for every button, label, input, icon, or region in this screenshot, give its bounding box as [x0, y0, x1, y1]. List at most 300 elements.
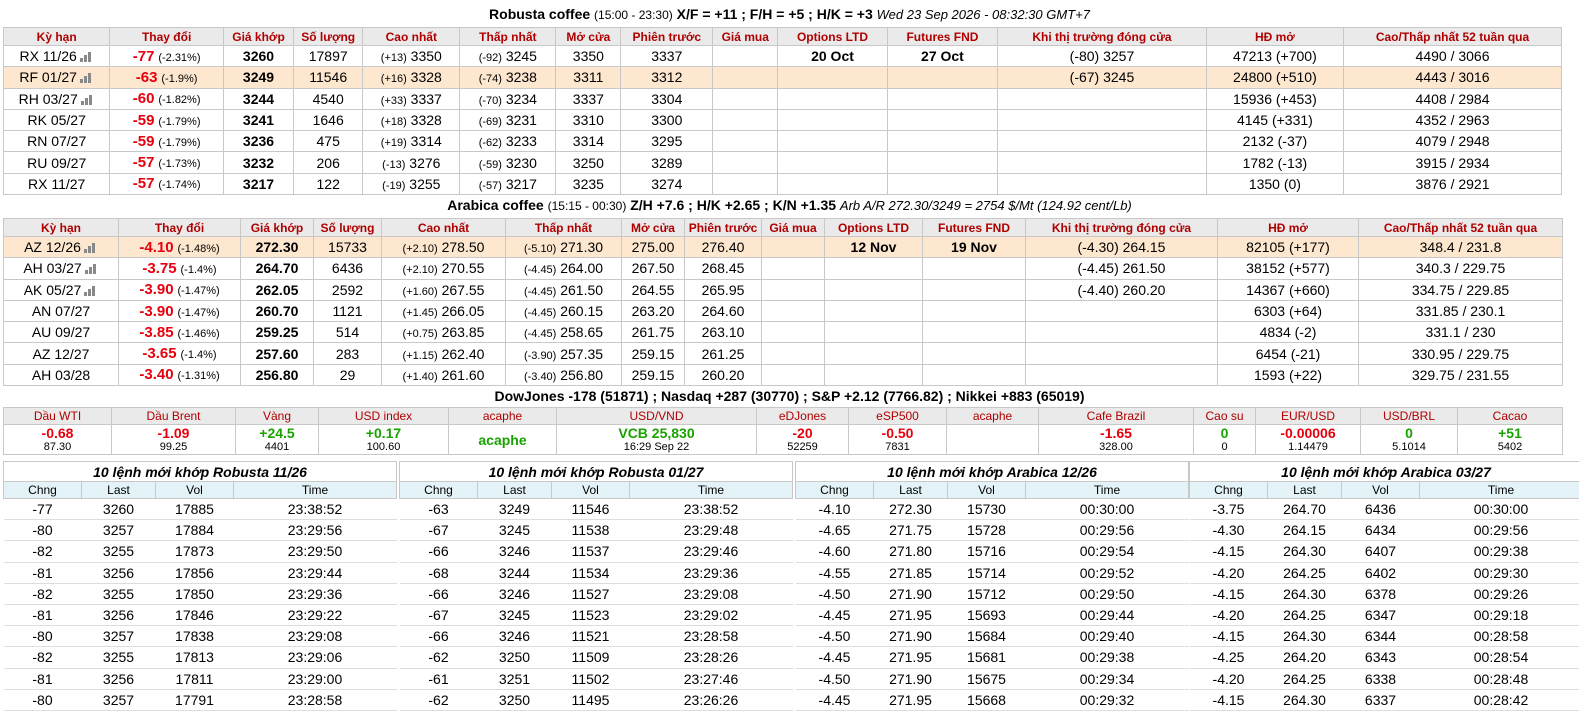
trade-last: 3256: [82, 668, 156, 689]
contract-row[interactable]: [4, 46, 1562, 67]
column-header: Thấp nhất: [460, 28, 556, 46]
market-cell[interactable]: [757, 425, 849, 455]
week52-range: 3915 / 2934: [1344, 152, 1562, 173]
high-cell: [363, 109, 460, 130]
open-price: 3350: [556, 46, 621, 67]
high-cell: [382, 364, 506, 385]
market-header: USD index: [319, 408, 449, 425]
trade-time: 00:29:38: [1026, 647, 1189, 668]
last-price: [241, 322, 314, 343]
trade-volume: 11546: [552, 499, 630, 520]
contract-row[interactable]: [4, 237, 1563, 258]
last-value: 262.05: [255, 281, 299, 298]
change-value: -3.90: [139, 302, 174, 320]
trade-row: [796, 689, 1189, 710]
low-delta: (-70): [478, 94, 502, 107]
trade-row: [400, 520, 793, 541]
trade-last: 3245: [478, 604, 552, 625]
low-value: 3230: [505, 154, 537, 171]
trade-change: -4.25: [1190, 647, 1268, 668]
futures-fnd: [923, 279, 1026, 300]
change-value: -3.40: [139, 366, 174, 384]
chart-icon[interactable]: [80, 72, 94, 83]
trade-time: 00:29:44: [1026, 604, 1189, 625]
column-header: Phiên trước: [621, 28, 713, 46]
change-cell: [110, 173, 224, 194]
high-cell: [363, 152, 460, 173]
low-cell: [460, 88, 556, 109]
trade-last: 272.30: [874, 499, 948, 520]
low-delta: (-69): [478, 116, 502, 129]
options-ltd: [778, 88, 887, 109]
column-header: Thay đổi: [110, 28, 224, 46]
futures-fnd: [923, 364, 1026, 385]
high-value: 3350: [410, 48, 442, 65]
trade-row: [400, 583, 793, 604]
contract-term[interactable]: [4, 300, 119, 321]
column-header: Futures FND: [923, 219, 1026, 237]
change-cell: [119, 322, 241, 343]
change-cell: [119, 279, 241, 300]
change-cell: [119, 300, 241, 321]
term-label[interactable]: AU 09/27: [31, 324, 91, 341]
last-value: 264.70: [255, 260, 299, 277]
futures-fnd-date: 19 Nov: [951, 239, 997, 256]
trade-row: [4, 520, 397, 541]
contract-row[interactable]: [4, 109, 1562, 130]
market-header: Cao su: [1194, 408, 1256, 425]
trade-volume: 17884: [156, 520, 234, 541]
trade-volume: 11537: [552, 541, 630, 562]
market-change: VCB 25,830: [618, 424, 695, 441]
term-label[interactable]: RF 01/27: [19, 69, 77, 86]
trade-last: 264.30: [1268, 541, 1342, 562]
trades-col-header: Vol: [1342, 482, 1420, 499]
trade-volume: 17813: [156, 647, 234, 668]
trade-last: 3246: [478, 541, 552, 562]
contract-term[interactable]: [4, 364, 119, 385]
market-header: Dầu Brent: [112, 408, 236, 425]
contract-term[interactable]: [4, 88, 110, 109]
high-cell: [363, 67, 460, 88]
arabica-futures-table: [3, 218, 1563, 386]
trades-table: [795, 461, 1189, 711]
low-value: 260.15: [560, 303, 604, 320]
term-label[interactable]: RH 03/27: [18, 90, 78, 107]
low-cell: [506, 300, 622, 321]
trade-last: 3260: [82, 499, 156, 520]
futures-fnd: [887, 131, 997, 152]
open-interest: 38152 (+577): [1218, 258, 1359, 279]
chart-icon[interactable]: [81, 94, 95, 105]
trades-col-header: Chng: [4, 482, 82, 499]
contract-term[interactable]: [4, 46, 110, 67]
options-ltd: [825, 322, 923, 343]
market-cell[interactable]: [1256, 425, 1361, 455]
volume: 514: [314, 322, 382, 343]
week52-range: 4079 / 2948: [1344, 131, 1562, 152]
bid-price: [713, 67, 778, 88]
high-delta: (+1.15): [402, 349, 438, 362]
trades-col-header: Chng: [1190, 482, 1268, 499]
market-cell[interactable]: [1458, 425, 1563, 455]
robusta-spreads: X/F = +11 ; F/H = +5 ; H/K = +3: [676, 6, 873, 22]
trade-volume: 15728: [948, 520, 1026, 541]
trade-volume: 6347: [1342, 604, 1420, 625]
trade-last: 3250: [478, 647, 552, 668]
bid-price: [762, 343, 825, 364]
trades-col-header: Last: [874, 482, 948, 499]
contract-row[interactable]: [4, 300, 1563, 321]
change-pct: (-2.31%): [158, 51, 201, 64]
trade-row: [1190, 499, 1579, 520]
change-value: -60: [132, 90, 155, 108]
trade-row: [1190, 520, 1579, 541]
trades-col-header: Chng: [796, 482, 874, 499]
change-value: -4.10: [139, 238, 174, 256]
trade-change: -80: [4, 520, 82, 541]
term-label[interactable]: RK 05/27: [27, 112, 86, 129]
trade-row: [1190, 689, 1579, 710]
close-value: [998, 109, 1207, 130]
contract-row[interactable]: [4, 131, 1562, 152]
trade-volume: 17850: [156, 583, 234, 604]
trade-time: 00:28:54: [1420, 647, 1579, 668]
bid-price: [762, 279, 825, 300]
trade-volume: 15730: [948, 499, 1026, 520]
week52-range: 330.95 / 229.75: [1359, 343, 1563, 364]
bid-price: [713, 88, 778, 109]
trade-last: 3244: [478, 562, 552, 583]
term-label[interactable]: RX 11/27: [28, 175, 86, 192]
trade-volume: 15693: [948, 604, 1026, 625]
low-value: 3231: [505, 112, 537, 129]
contract-row[interactable]: [4, 258, 1563, 279]
trade-volume: 15712: [948, 583, 1026, 604]
trade-last: 3251: [478, 668, 552, 689]
trade-time: 23:29:08: [630, 583, 793, 604]
low-delta: (-57): [478, 179, 502, 192]
contract-row[interactable]: [4, 364, 1563, 385]
trades-col-header: Chng: [400, 482, 478, 499]
chart-icon[interactable]: [80, 51, 94, 62]
options-ltd: [778, 109, 887, 130]
column-header: Khi thị trường đóng cửa: [1026, 219, 1218, 237]
column-header: Thấp nhất: [506, 219, 622, 237]
trade-last: 3255: [82, 541, 156, 562]
contract-row[interactable]: [4, 343, 1563, 364]
trade-time: 23:29:46: [630, 541, 793, 562]
contract-term[interactable]: [4, 258, 119, 279]
contract-term[interactable]: [4, 237, 119, 258]
open-price: 275.00: [622, 237, 685, 258]
market-header: USD/VND: [557, 408, 757, 425]
low-delta: (-4.45): [523, 285, 557, 298]
bid-price: [713, 46, 778, 67]
high-delta: (+1.40): [402, 370, 438, 383]
trade-last: 3246: [478, 626, 552, 647]
high-cell: [382, 237, 506, 258]
low-cell: [460, 46, 556, 67]
trade-last: 3245: [478, 520, 552, 541]
trade-volume: 15716: [948, 541, 1026, 562]
trade-row: [796, 604, 1189, 625]
low-value: 3234: [505, 90, 537, 107]
change-pct: (-1.48%): [177, 242, 220, 255]
low-cell: [506, 322, 622, 343]
options-ltd-date: 20 Oct: [811, 48, 854, 65]
market-cell[interactable]: [449, 425, 557, 455]
bid-price: [713, 173, 778, 194]
arabica-title-bar: [0, 196, 1579, 215]
options-ltd: [825, 279, 923, 300]
previous-price: 263.10: [685, 322, 762, 343]
robusta-title: Robusta coffee: [489, 6, 591, 22]
contract-row[interactable]: [4, 279, 1563, 300]
trade-time: 23:28:58: [234, 689, 397, 710]
trade-last: 264.25: [1268, 562, 1342, 583]
term-label[interactable]: RN 07/27: [27, 133, 87, 150]
trade-time: 23:29:44: [234, 562, 397, 583]
trade-time: 23:29:36: [234, 583, 397, 604]
options-ltd-date: 12 Nov: [850, 239, 897, 256]
market-cell[interactable]: [4, 425, 112, 455]
volume: 4540: [294, 88, 363, 109]
open-price: 263.20: [622, 300, 685, 321]
contract-row[interactable]: [4, 88, 1562, 109]
column-header: Mở cửa: [622, 219, 685, 237]
arabica-arb: Arb A/R 272.30/3249 = 2754 $/Mt (124.92 cent/Lb): [839, 198, 1132, 213]
term-label[interactable]: AH 03/27: [23, 260, 82, 277]
close-value: (-80) 3257: [998, 46, 1207, 67]
trade-change: -66: [400, 541, 478, 562]
last-price: [241, 258, 314, 279]
last-price: [223, 109, 293, 130]
contract-term[interactable]: [4, 109, 110, 130]
contract-term[interactable]: [4, 152, 110, 173]
market-cell[interactable]: [1194, 425, 1256, 455]
low-value: 3217: [505, 175, 537, 192]
close-value: [1026, 343, 1218, 364]
market-header: Vàng: [236, 408, 319, 425]
trade-last: 264.30: [1268, 583, 1342, 604]
contract-term[interactable]: [4, 343, 119, 364]
market-change: -0.50: [881, 424, 914, 441]
previous-price: 3304: [621, 88, 713, 109]
contract-term[interactable]: [4, 279, 119, 300]
market-cell[interactable]: [947, 425, 1039, 455]
trade-change: -82: [4, 541, 82, 562]
market-cell[interactable]: [557, 425, 757, 455]
column-header: Options LTD: [825, 219, 923, 237]
close-value: [998, 131, 1207, 152]
market-price: 99.25: [159, 440, 188, 453]
robusta-hours: (15:00 - 23:30): [594, 8, 673, 22]
change-pct: (-1.47%): [177, 285, 220, 298]
volume: 475: [294, 131, 363, 152]
trade-change: -4.50: [796, 583, 874, 604]
trades-col-header: Last: [478, 482, 552, 499]
contract-term[interactable]: [4, 322, 119, 343]
market-change: +51: [1498, 424, 1522, 441]
market-cell[interactable]: [1039, 425, 1194, 455]
low-delta: (-3.40): [523, 370, 557, 383]
open-interest: 14367 (+660): [1218, 279, 1359, 300]
volume: 15733: [314, 237, 382, 258]
trade-change: -62: [400, 647, 478, 668]
open-interest: 6303 (+64): [1218, 300, 1359, 321]
chart-icon[interactable]: [85, 263, 99, 274]
futures-fnd: [923, 237, 1026, 258]
market-price: 7831: [885, 440, 910, 453]
contract-term[interactable]: [4, 67, 110, 88]
term-label[interactable]: RX 11/26: [19, 48, 77, 65]
volume: 17897: [294, 46, 363, 67]
high-value: 261.60: [441, 366, 485, 383]
high-value: 3328: [410, 112, 442, 129]
trade-time: 00:29:34: [1026, 668, 1189, 689]
trades-table: [1189, 461, 1579, 711]
market-header: eDJones: [757, 408, 849, 425]
volume: 1646: [294, 109, 363, 130]
low-cell: [506, 364, 622, 385]
contract-term[interactable]: [4, 173, 110, 194]
trade-change: -4.60: [796, 541, 874, 562]
trade-change: -77: [4, 499, 82, 520]
trade-volume: 11502: [552, 668, 630, 689]
high-cell: [363, 88, 460, 109]
futures-fnd: [887, 109, 997, 130]
trade-change: -67: [400, 604, 478, 625]
trade-last: 3255: [82, 647, 156, 668]
trade-last: 264.25: [1268, 604, 1342, 625]
trade-time: 00:29:54: [1026, 541, 1189, 562]
trade-time: 00:29:26: [1420, 583, 1579, 604]
previous-price: 276.40: [685, 237, 762, 258]
column-header: HĐ mở: [1206, 28, 1343, 46]
contract-row[interactable]: [4, 67, 1562, 88]
chart-icon[interactable]: [84, 285, 98, 296]
low-cell: [460, 152, 556, 173]
market-price: 328.00: [1099, 440, 1133, 453]
change-value: -3.90: [139, 281, 174, 299]
high-delta: (+0.75): [402, 328, 438, 341]
market-cell[interactable]: [319, 425, 449, 455]
futures-fnd: [887, 173, 997, 194]
last-value: 3260: [242, 48, 275, 65]
market-cell[interactable]: [1361, 425, 1458, 455]
high-value: 278.50: [441, 239, 485, 256]
term-label[interactable]: AK 05/27: [23, 281, 82, 298]
high-delta: (+2.10): [402, 243, 438, 256]
trade-volume: 17811: [156, 668, 234, 689]
market-cell[interactable]: [236, 425, 319, 455]
market-price: 100.60: [366, 440, 401, 453]
trade-row: [796, 541, 1189, 562]
trade-last: 3257: [82, 689, 156, 710]
trade-time: 23:29:02: [630, 604, 793, 625]
trade-change: -62: [400, 689, 478, 710]
trades-table: [3, 461, 397, 711]
volume: 122: [294, 173, 363, 194]
trade-last: 271.95: [874, 689, 948, 710]
trade-time: 23:28:58: [630, 626, 793, 647]
term-label[interactable]: AZ 12/26: [24, 239, 81, 256]
high-value: 3328: [410, 69, 442, 86]
market-price: 5.1014: [1392, 440, 1426, 453]
change-pct: (-1.73%): [158, 158, 201, 171]
low-delta: (-74): [478, 73, 502, 86]
last-value: 272.30: [255, 239, 299, 256]
trade-time: 23:38:52: [234, 499, 397, 520]
close-value: (-4.30) 264.15: [1026, 237, 1218, 258]
futures-fnd: [887, 152, 997, 173]
market-header: eSP500: [849, 408, 947, 425]
market-cell[interactable]: [849, 425, 947, 455]
page-datetime: Wed 23 Sep 2026 - 08:32:30 GMT+7: [876, 7, 1090, 22]
column-header: Cao nhất: [382, 219, 506, 237]
trade-volume: 6337: [1342, 689, 1420, 710]
trade-volume: 15681: [948, 647, 1026, 668]
term-label[interactable]: AN 07/27: [31, 303, 91, 320]
options-ltd: [778, 67, 887, 88]
trade-change: -81: [4, 668, 82, 689]
previous-price: 3312: [621, 67, 713, 88]
change-value: -3.65: [142, 345, 177, 363]
market-change: -0.68: [41, 424, 74, 441]
market-change: -1.65: [1100, 424, 1132, 441]
low-value: 3238: [505, 69, 537, 86]
column-header: Khi thị trường đóng cửa: [998, 28, 1207, 46]
chart-icon[interactable]: [84, 242, 98, 253]
contract-row[interactable]: [4, 173, 1562, 194]
trade-volume: 15675: [948, 668, 1026, 689]
open-price: 259.15: [622, 343, 685, 364]
low-value: 264.00: [560, 260, 604, 277]
low-delta: (-5.10): [523, 243, 557, 256]
trade-change: -67: [400, 520, 478, 541]
contract-row[interactable]: [4, 322, 1563, 343]
bid-price: [713, 131, 778, 152]
open-interest: 82105 (+177): [1218, 237, 1359, 258]
market-change: +0.17: [365, 424, 402, 441]
high-delta: (-19): [382, 179, 406, 192]
change-cell: [110, 88, 224, 109]
week52-range: 4352 / 2963: [1344, 109, 1562, 130]
trade-time: 23:29:08: [234, 626, 397, 647]
options-ltd: [825, 300, 923, 321]
trade-time: 23:28:26: [630, 647, 793, 668]
trade-row: [4, 604, 397, 625]
bid-price: [762, 322, 825, 343]
trade-volume: 6434: [1342, 520, 1420, 541]
low-cell: [460, 131, 556, 152]
trade-change: -4.15: [1190, 541, 1268, 562]
low-cell: [460, 67, 556, 88]
term-label[interactable]: AH 03/28: [31, 366, 91, 383]
contract-row[interactable]: [4, 152, 1562, 173]
high-value: 3276: [409, 154, 441, 171]
market-cell[interactable]: [112, 425, 236, 455]
last-price: [241, 364, 314, 385]
futures-fnd: [923, 343, 1026, 364]
trade-row: [1190, 626, 1579, 647]
term-label[interactable]: RU 09/27: [27, 154, 87, 171]
high-delta: (+33): [380, 94, 407, 107]
term-label[interactable]: AZ 12/27: [32, 345, 90, 362]
column-header: Mở cửa: [556, 28, 621, 46]
contract-term[interactable]: [4, 131, 110, 152]
